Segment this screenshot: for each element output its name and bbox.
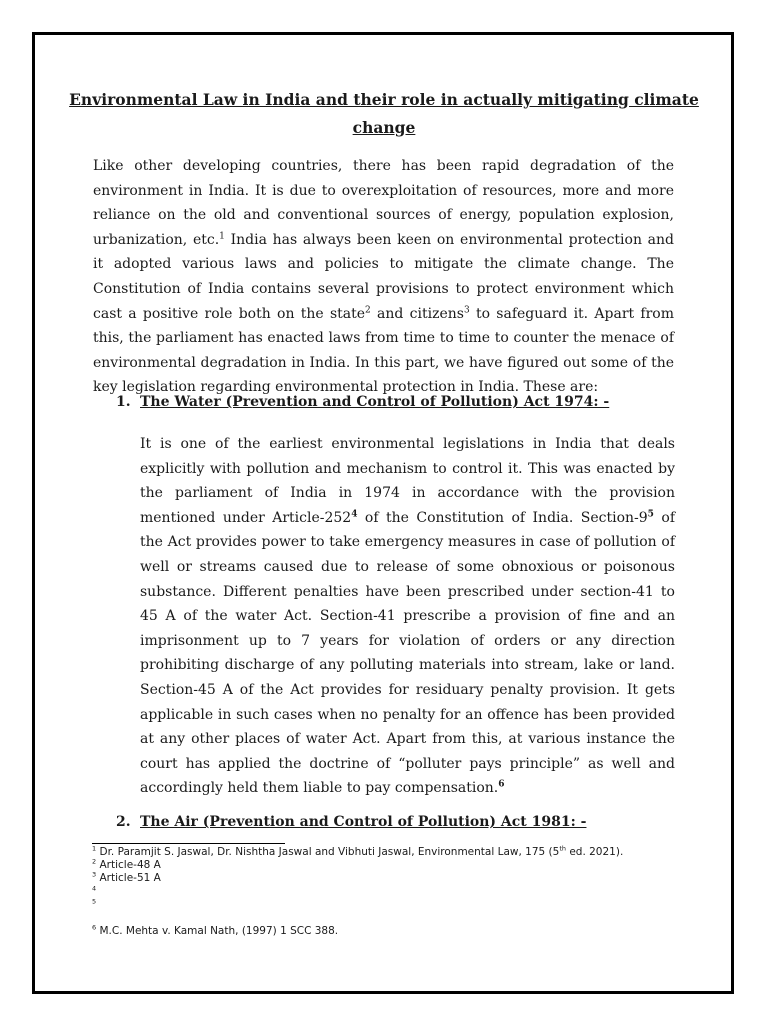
footnote-reference: th <box>559 844 566 853</box>
footnote-4 <box>92 886 692 899</box>
footnote-reference: 3 <box>463 304 470 315</box>
text-run: M.C. Mehta v. Kamal Nath, (1997) 1 SCC 388. <box>99 924 339 937</box>
water-act-paragraph <box>140 432 675 801</box>
footnote-reference: 2 <box>365 304 371 315</box>
section-number: 2. <box>116 814 131 830</box>
footnote-5 <box>92 899 692 912</box>
section-title: The Air (Prevention and Control of Pollution) Act 1981: - <box>140 814 587 830</box>
footnote-number: 4 <box>92 884 97 893</box>
text-run: of the Constitution of India. Section-9 <box>357 509 648 526</box>
section-number: 1. <box>116 394 131 410</box>
section-heading-air-act <box>116 812 636 832</box>
footnote-separator <box>92 843 285 844</box>
text-run: to safeguard it. Apart from this, the parliament has enacted laws from time to time to counter the menace of environmental degradation in India. In this part, we have figured out some of the key legislation regarding environmental protection in India. These are: <box>93 305 674 396</box>
footnote-number: 1 <box>92 844 97 853</box>
footnote-reference: 5 <box>647 509 654 520</box>
text-run: India has always been keen on environmental protection and it adopted various laws and policies to mitigate the climate change. The Constitution of India contains several provisions to protect environment which cast a positive role both on the state <box>93 231 675 322</box>
footnote-number: 5 <box>92 897 97 906</box>
text-run: ed. 2021). <box>565 846 624 858</box>
footnote-number: 6 <box>92 923 97 932</box>
footnote-6 <box>92 925 692 938</box>
section-title: The Water (Prevention and Control of Pollution) Act 1974: - <box>140 394 610 410</box>
footnote-reference: 4 <box>351 509 358 520</box>
footnote-number: 2 <box>92 857 97 866</box>
footnote-reference: 6 <box>498 779 505 790</box>
text-run: of the Act provides power to take emergency measures in case of pollution of well or streams caused due to release of some obnoxious or poisonous substance. Different penalties have been prescribed under section-41 to 45 A of the water Act. Section-41 prescribe a provision of fine and an imprisonment up to 7 years for violation of orders or any direction prohibiting discharge of any polluting materials into stream, lake or land. Section-45 A of the Act provides for residuary penalty provision. It gets applicable in such cases when no penalty for an offence has been provided at any other places of water Act. Apart from this, at various instance the court has applied the doctrine of “polluter pays principle” as well and accordingly held them liable to pay compensation. <box>140 509 675 797</box>
intro-paragraph <box>93 154 674 400</box>
text-run: It is one of the earliest environmental legislations in India that deals explicitly with pollution and mechanism to control it. This was enacted by the parliament of India in 1974 in accordance with the provision mentioned under Article-252 <box>140 436 675 526</box>
footnotes <box>92 846 692 938</box>
section-heading-water-act <box>116 392 636 412</box>
text-run: Dr. Paramjit S. Jaswal, Dr. Nishtha Jaswal and Vibhuti Jaswal, Environmental Law, 175 (5 <box>99 846 560 858</box>
text-run: and citizens <box>370 305 464 322</box>
document-title: Environmental Law in India and their role in actually mitigating climate change <box>69 90 699 137</box>
footnote-3 <box>92 872 692 885</box>
text-run: Like other developing countries, there has been rapid degradation of the environment in India. It is due to overexploitation of resources, more and more reliance on the old and conventional sources of energy, population explosion, urbanization, etc. <box>93 158 674 248</box>
footnote-2 <box>92 859 692 872</box>
footnote-1 <box>92 846 692 859</box>
text-run: Article-48 A <box>99 859 161 872</box>
footnote-reference: 1 <box>219 231 225 242</box>
footnote-number: 3 <box>92 870 97 879</box>
text-run: Article-51 A <box>99 872 161 885</box>
